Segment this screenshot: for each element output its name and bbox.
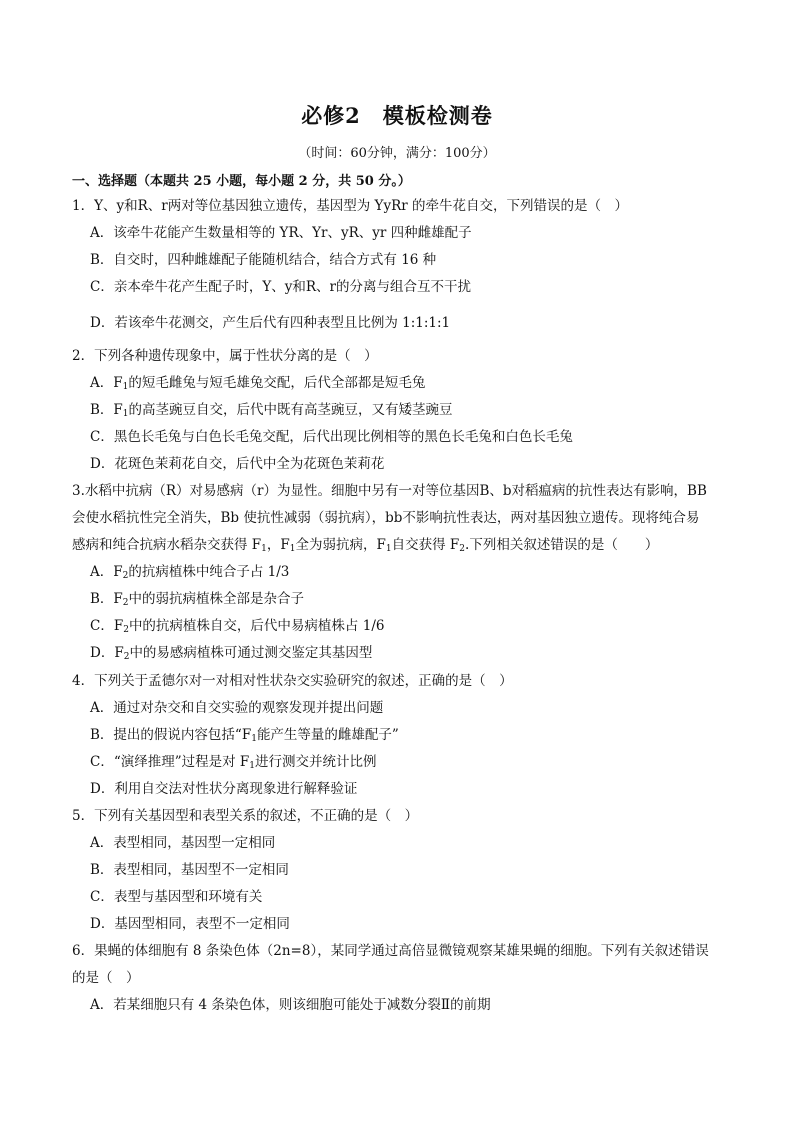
question-1-option-d: D．若该牵牛花测交，产生后代有四种表型且比例为 1:1:1:1 <box>90 315 451 331</box>
question-3-stem-line-3: 感病和纯合抗病水稻杂交获得 $F_1$，$F_1$全为弱抗病，$F_1$自交获得 $F_2$.下列相关叙述错误的是（ ） <box>72 537 659 554</box>
question-5-option-a: A．表型相同，基因型一定相同 <box>90 835 276 851</box>
question-4-option-b: B．提出的假说内容包括“$F_1$能产生等量的雌雄配子” <box>90 727 399 744</box>
question-4-stem: 4．下列关于孟德尔对一对相对性状杂交实验研究的叙述，正确的是（ ） <box>72 673 513 689</box>
question-1-stem: 1．Y、y和R、r两对等位基因独立遗传，基因型为 YyRr 的牵牛花自交，下列错误的是（ ） <box>72 198 628 214</box>
question-2-option-c: C．黑色长毛兔与白色长毛兔交配，后代出现比例相等的黑色长毛兔和白色长毛兔 <box>90 429 573 445</box>
question-3-option-c: C．$F_2$中的抗病植株自交，后代中易病植株占 1/6 <box>90 618 385 635</box>
page-title: 必修2 模板检测卷 <box>301 103 493 128</box>
question-5-option-c: C．表型与基因型和环境有关 <box>90 889 263 905</box>
question-3-stem-line-2: 会使水稻抗性完全消失，Bb 使抗性减弱（弱抗病），bb不影响抗性表达，两对基因独立遗传。现将纯合易 <box>72 510 700 526</box>
question-6-option-a: A．若某细胞只有 4 条染色体，则该细胞可能处于减数分裂Ⅱ的前期 <box>90 997 491 1013</box>
question-4-option-d: D．利用自交法对性状分离现象进行解释验证 <box>90 781 358 797</box>
question-1-option-b: B．自交时，四种雌雄配子能随机结合，结合方式有 16 种 <box>90 252 437 268</box>
question-3-option-a: A．$F_2$的抗病植株中纯合子占 1/3 <box>90 564 290 581</box>
exam-info: （时间：60分钟，满分：100分） <box>298 146 496 161</box>
question-1-option-c: C．亲本牵牛花产生配子时，Y、y和R、r的分离与组合互不干扰 <box>90 279 471 295</box>
section-heading: 一、选择题（本题共 25 小题，每小题 2 分，共 50 分。） <box>72 174 411 189</box>
question-6-stem-line-1: 6．果蝇的体细胞有 8 条染色体（2n=8），某同学通过高倍显微镜观察某雄果蝇的细胞。下列有关叙述错误 <box>72 943 709 959</box>
question-3-stem-line-1: 3.水稻中抗病（R）对易感病（r）为显性。细胞中另有一对等位基因B、b对稻瘟病的抗性表达有影响，BB <box>72 483 707 499</box>
question-3-option-b: B．$F_2$中的弱抗病植株全部是杂合子 <box>90 591 305 608</box>
question-2-stem: 2．下列各种遗传现象中，属于性状分离的是（ ） <box>72 348 378 364</box>
question-2-option-d: D．花斑色茉莉花自交，后代中全为花斑色茉莉花 <box>90 456 385 472</box>
question-2-option-a: A．$F_1$的短毛雌兔与短毛雄兔交配，后代全部都是短毛兔 <box>90 375 426 392</box>
question-5-option-d: D．基因型相同，表型不一定相同 <box>90 916 290 932</box>
question-1-option-a: A．该牵牛花能产生数量相等的 YR、Yr、yR、yr 四种雌雄配子 <box>90 225 472 241</box>
question-6-stem-line-2: 的是（ ） <box>72 970 140 986</box>
question-5-option-b: B．表型相同，基因型不一定相同 <box>90 862 289 878</box>
question-4-option-c: C．“演绎推理”过程是对 $F_1$进行测交并统计比例 <box>90 754 377 771</box>
question-5-stem: 5．下列有关基因型和表型关系的叙述，不正确的是（ ） <box>72 808 419 824</box>
question-2-option-b: B．$F_1$的高茎豌豆自交，后代中既有高茎豌豆，又有矮茎豌豆 <box>90 402 453 419</box>
question-3-option-d: D．$F_2$中的易感病植株可通过测交鉴定其基因型 <box>90 645 373 662</box>
question-4-option-a: A．通过对杂交和自交实验的观察发现并提出问题 <box>90 700 384 716</box>
